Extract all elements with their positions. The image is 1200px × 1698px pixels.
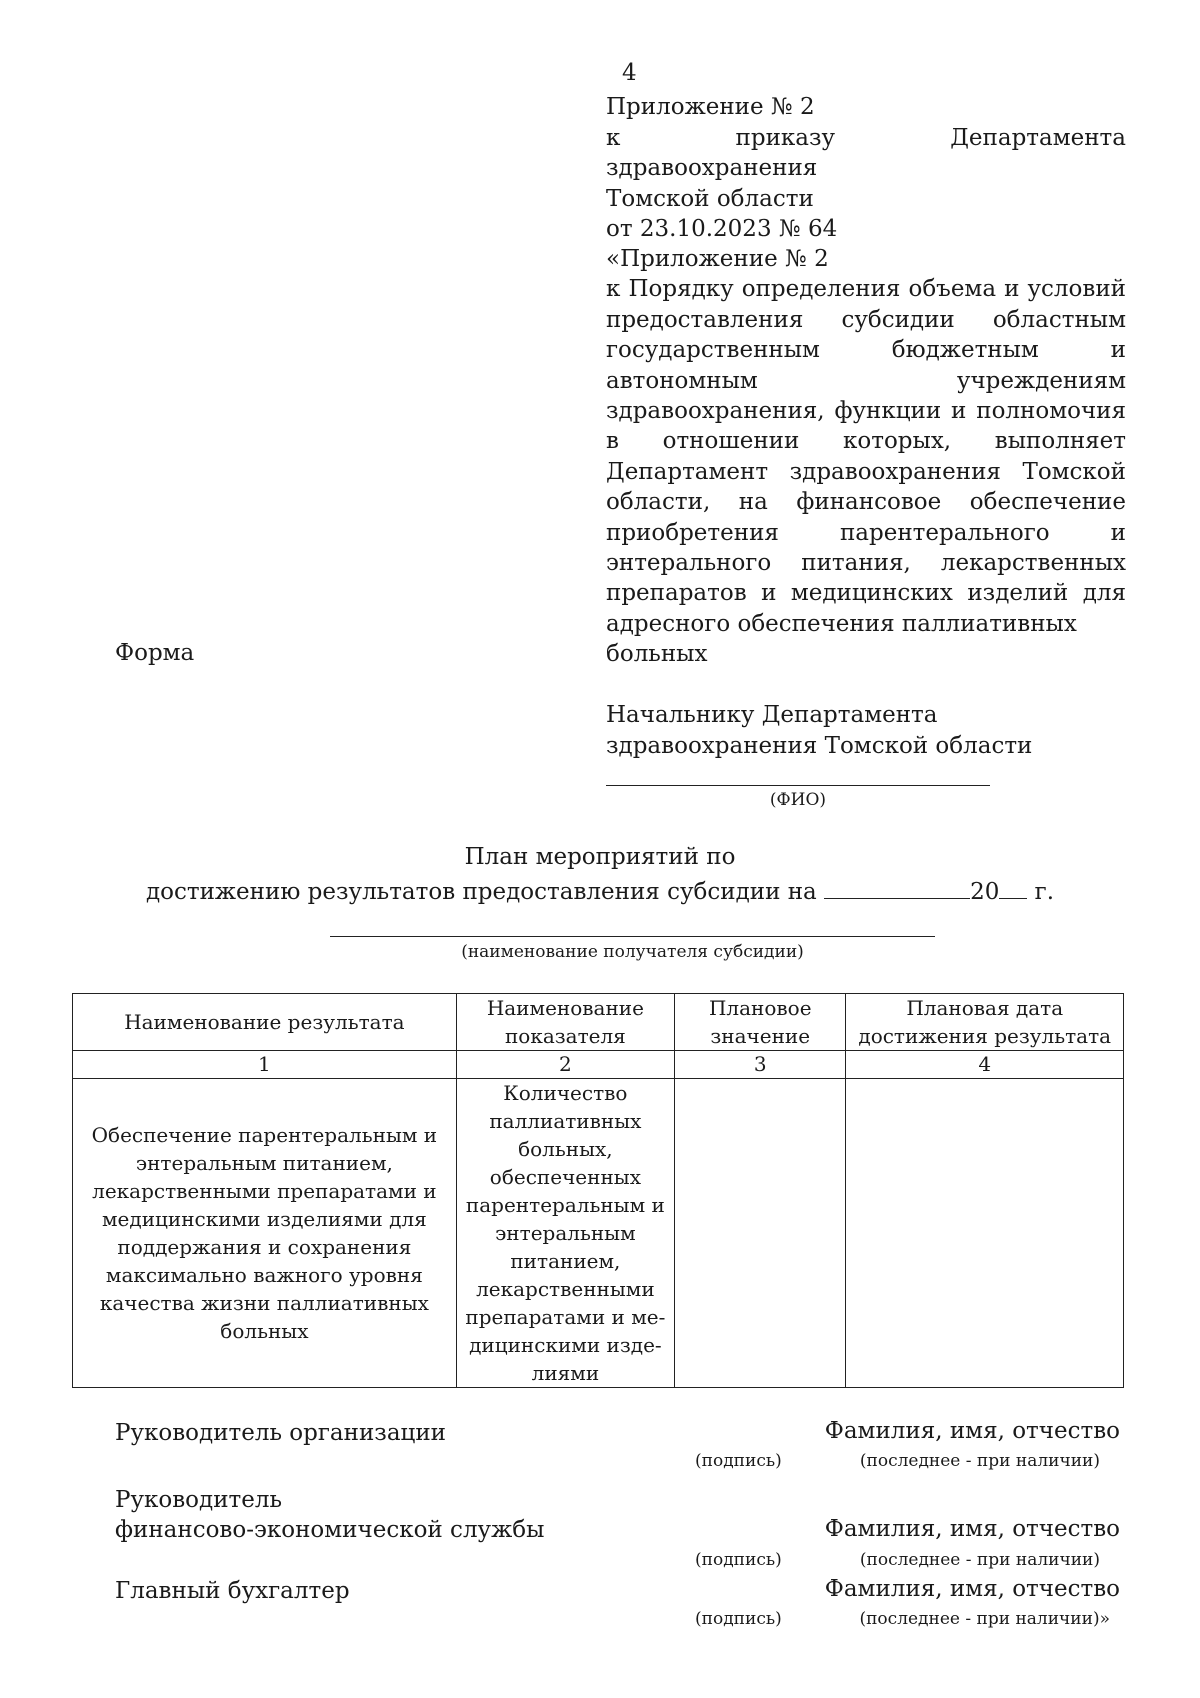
signature-role: финансово-экономической службы xyxy=(115,1517,545,1543)
name-caption: (последнее - при наличии) xyxy=(859,1451,1100,1471)
table-column-number-row xyxy=(73,1051,1124,1079)
table-header-cell: Плановая дата достижения результата xyxy=(846,994,1124,1051)
indicator-line: лиями xyxy=(531,1361,600,1385)
recipient-blank-line[interactable] xyxy=(330,936,935,937)
indicator-name-cell xyxy=(456,1079,674,1388)
table-header-row xyxy=(73,994,1124,1051)
year-prefix: 20 xyxy=(970,879,1000,905)
indicator-line: энтеральным xyxy=(495,1221,636,1245)
signature-name-label: Фамилия, имя, отчество xyxy=(824,1516,1120,1542)
column-number-cell: 1 xyxy=(73,1051,457,1079)
signature-role: Руководитель xyxy=(115,1487,282,1513)
header-line: к приказу Департамента здравоохранения xyxy=(606,124,1126,181)
signature-role: Руководитель организации xyxy=(115,1420,446,1446)
indicator-line: питанием, xyxy=(510,1249,621,1273)
recipient-caption: (наименование получателя субсидии) xyxy=(461,942,804,962)
procedure-appendix-reference xyxy=(606,244,1126,670)
addressee-line: Начальнику Департамента xyxy=(606,702,938,728)
indicator-line: Количество xyxy=(503,1081,628,1105)
table-header-cell: Плановое значение xyxy=(675,994,846,1051)
indicator-line: дицинскими изде- xyxy=(469,1333,662,1357)
form-label: Форма xyxy=(115,640,195,666)
plan-title-line1: План мероприятий по xyxy=(464,844,736,870)
signature-name-label: Фамилия, имя, отчество xyxy=(824,1576,1120,1602)
fio-blank-line[interactable] xyxy=(606,785,990,786)
header-line: Томской области xyxy=(606,185,814,212)
signature-name-label: Фамилия, имя, отчество xyxy=(824,1418,1120,1444)
appendix-quote-last-line: больных xyxy=(606,641,708,668)
appendix-quote-title: «Приложение № 2 xyxy=(606,246,829,272)
results-table xyxy=(72,993,1124,1388)
column-number-cell: 2 xyxy=(456,1051,674,1079)
header-line: Приложение № 2 xyxy=(606,94,815,120)
year-blank[interactable] xyxy=(999,876,1027,899)
table-header-cell: Наименование показателя xyxy=(456,994,674,1051)
column-number-cell: 3 xyxy=(675,1051,846,1079)
table-header-cell: Наименование результата xyxy=(73,994,457,1051)
column-number-cell: 4 xyxy=(846,1051,1124,1079)
fio-caption: (ФИО) xyxy=(769,790,827,810)
name-caption: (последнее - при наличии)» xyxy=(859,1609,1110,1629)
addressee-block xyxy=(606,700,1032,761)
indicator-line: парентеральным и xyxy=(465,1193,665,1217)
indicator-line: препаратами и ме- xyxy=(465,1305,666,1329)
appendix-quote-body: к Порядку определения объема и условий предоставления субсидии областным государственным бюджетным и автономным учреждениям здравоохранения, функции и полномочия в отношении которых, выполняет Департамент здравоохранения Томской области, на финансовое обеспечение приобретения парентерального и энтерального питания, лекарственных препаратов и медицинских изделий для адресного обеспечения паллиативных xyxy=(606,276,1126,637)
period-blank[interactable] xyxy=(824,876,970,899)
planned-date-cell[interactable] xyxy=(846,1079,1124,1388)
name-caption: (последнее - при наличии) xyxy=(859,1550,1100,1570)
indicator-line: паллиативных xyxy=(489,1109,642,1133)
signature-caption[interactable]: (подпись) xyxy=(695,1550,782,1570)
plan-title-text: достижению результатов предоставления субсидии на xyxy=(145,879,817,905)
result-name-cell: Обеспечение парентеральным и энтеральным питанием, лекарственными препаратами и медицинскими изделиями для поддержания и сохранения максимально важного уровня качества жизни паллиативных больных xyxy=(73,1079,457,1388)
signature-role: Главный бухгалтер xyxy=(115,1578,350,1604)
year-suffix: г. xyxy=(1034,879,1055,905)
page-number: 4 xyxy=(622,60,637,86)
indicator-line: лекарственными xyxy=(476,1277,655,1301)
table-row xyxy=(73,1079,1124,1388)
planned-value-cell[interactable] xyxy=(675,1079,846,1388)
order-appendix-header xyxy=(606,92,1126,245)
signature-caption[interactable]: (подпись) xyxy=(695,1609,782,1629)
signature-caption[interactable]: (подпись) xyxy=(695,1451,782,1471)
indicator-line: обеспеченных xyxy=(489,1165,641,1189)
plan-title-line2 xyxy=(0,876,1200,905)
header-line: от 23.10.2023 № 64 xyxy=(606,216,838,242)
addressee-line: здравоохранения Томской области xyxy=(606,732,1033,759)
indicator-line: больных, xyxy=(518,1137,613,1161)
